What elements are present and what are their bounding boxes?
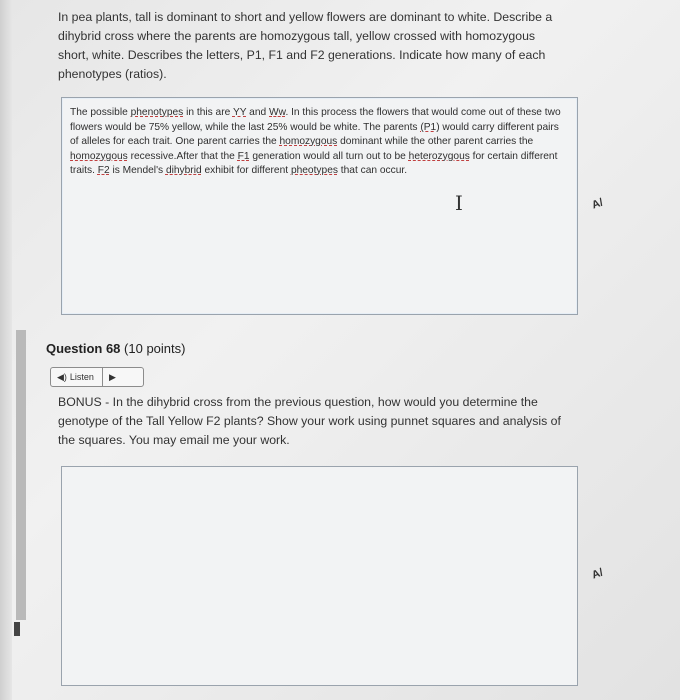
- play-icon[interactable]: ▶: [108, 371, 116, 382]
- question-68-points: (10 points): [124, 341, 186, 356]
- spell-check-icon[interactable]: A/: [590, 196, 605, 212]
- listen-button[interactable]: [50, 367, 144, 387]
- left-edge: [0, 0, 12, 700]
- spell-flag: homozygous: [279, 136, 338, 147]
- spell-flag: pheotypes: [290, 165, 338, 176]
- spell-check-icon[interactable]: A/: [590, 566, 605, 582]
- question-gutter-bar: [16, 330, 26, 620]
- question-68-label: Question 68: [46, 341, 121, 356]
- spell-flag: (P1): [420, 121, 440, 133]
- spell-flag: heterozygous: [408, 150, 470, 162]
- answer-68-textarea[interactable]: [61, 466, 578, 686]
- spell-flag: Ww: [269, 107, 286, 118]
- question-68-heading: [46, 341, 185, 356]
- listen-divider: [102, 368, 103, 386]
- gutter-marker: [14, 622, 20, 636]
- spell-flag: phenotypes: [130, 107, 184, 118]
- spell-flag: homozygous: [70, 150, 128, 162]
- spell-flag: F1: [237, 150, 250, 162]
- spell-flag: F2: [97, 165, 110, 176]
- spell-flag: dihybrid: [165, 165, 202, 176]
- listen-label: Listen: [69, 372, 94, 382]
- quiz-content: [46, 0, 606, 700]
- spell-flag: YY: [232, 107, 247, 118]
- question-68-prompt: BONUS - In the dihybrid cross from the previous question, how would you determine the genotype of the Tall Yellow F2 plants? Show your work using punnet squares and analysis of the squares. You may email me your work.: [58, 395, 561, 447]
- answer-67-textarea[interactable]: [61, 97, 578, 315]
- answer-67-text[interactable]: The possible phenotypes in this are YY and Ww. In this process the flowers that would come out of these two flowers would be 75% yellow, while the last 25% would be white. The parents (P1) would carry different pairs of alleles for each trait. One parent carries the homozygous dominant while the other parent carries the homozygous recessive.After that the F1 generation would all turn out to be heterozygous for certain different traits. F2 is Mendel's dihybrid exhibit for different pheotypes that can occur.: [70, 107, 561, 176]
- question-67-prompt: In pea plants, tall is dominant to short and yellow flowers are dominant to white. Describe a dihybrid cross where the parents are homozygous tall, yellow crossed with homozygous short, white. Describes the letters, P1, F1 and F2 generations. Indicate how many of each phenotypes (ratios).: [58, 10, 553, 81]
- text-cursor-icon: I: [455, 191, 463, 215]
- speaker-icon: ◀): [57, 371, 67, 382]
